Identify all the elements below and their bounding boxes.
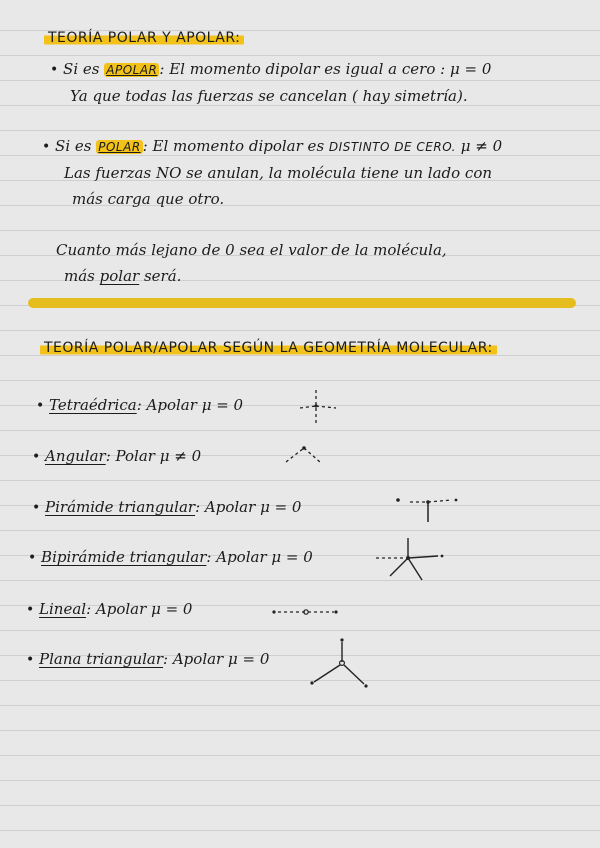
geometry-mu: μ = 0	[228, 650, 270, 668]
geometry-item-linear	[26, 600, 192, 618]
trigonal-pyramidal-icon	[392, 494, 462, 524]
apolar-mu: μ = 0	[449, 60, 492, 78]
geometry-item-tetrahedral	[36, 396, 243, 414]
bullet-dot: •	[26, 602, 35, 618]
bullet-dot: •	[42, 139, 51, 155]
bullet-dot: •	[50, 62, 59, 78]
geometry-item-trigonal-planar	[26, 650, 269, 668]
polar-keyword: POLAR	[98, 140, 141, 154]
polar-line2: Las fuerzas NO se anulan, la molécula tiene un lado con	[64, 164, 493, 182]
angular-icon	[282, 442, 326, 468]
geometry-type: : Apolar	[163, 650, 224, 668]
section1-title	[44, 30, 244, 46]
note-suffix: será.	[143, 267, 182, 285]
geometry-name: Tetraédrica	[49, 396, 137, 414]
polar-line1	[42, 137, 502, 155]
apolar-keyword: APOLAR	[106, 63, 158, 77]
geometry-type: : Apolar	[86, 600, 147, 618]
geometry-item-trigonal-bipyramidal	[28, 548, 313, 566]
section2-title	[40, 340, 497, 356]
geometry-type: : Apolar	[136, 396, 197, 414]
geometry-name: Lineal	[39, 600, 87, 618]
trigonal-bipyramidal-icon	[370, 536, 446, 586]
bullet-dot: •	[28, 550, 37, 566]
note-polar-word: polar	[99, 267, 140, 285]
bullet-dot: •	[32, 449, 41, 465]
bullet-dot: •	[26, 652, 35, 668]
polar-desc-caps: DISTINTO DE CERO.	[328, 140, 456, 154]
apolar-line2: Ya que todas las fuerzas se cancelan ( hay simetría).	[70, 87, 468, 105]
geometry-type: : Polar	[105, 447, 155, 465]
geometry-mu: μ = 0	[151, 600, 193, 618]
section1-title-text: TEORÍA POLAR Y APOLAR:	[44, 30, 244, 46]
geometry-mu: μ = 0	[201, 396, 244, 414]
note-prefix: más	[64, 267, 95, 285]
bullet-dot: •	[32, 500, 41, 516]
apolar-line1	[50, 60, 491, 78]
geometry-name: Pirámide triangular	[45, 498, 196, 516]
geometry-name: Angular	[45, 447, 106, 465]
linear-icon	[270, 604, 342, 620]
polar-desc: : El momento dipolar es	[142, 137, 325, 155]
trigonal-planar-icon	[306, 636, 372, 692]
apolar-desc: : El momento dipolar es igual a cero :	[159, 60, 446, 78]
apolar-prefix: Si es	[63, 60, 100, 78]
geometry-item-angular	[32, 447, 201, 465]
geometry-item-trigonal-pyramidal	[32, 498, 301, 516]
polar-mu: μ ≠ 0	[460, 137, 503, 155]
bullet-dot: •	[36, 398, 45, 414]
section-divider	[28, 298, 576, 308]
geometry-name: Bipirámide triangular	[41, 548, 207, 566]
note-line2	[64, 267, 181, 285]
note-line1: Cuanto más lejano de 0 sea el valor de la molécula,	[56, 241, 447, 259]
geometry-mu: μ = 0	[271, 548, 313, 566]
geometry-name: Plana triangular	[39, 650, 164, 668]
section2-title-text: TEORÍA POLAR/APOLAR SEGÚN LA GEOMETRÍA MOLECULAR:	[40, 340, 497, 356]
polar-line3: más carga que otro.	[72, 190, 225, 208]
geometry-mu: μ ≠ 0	[159, 447, 202, 465]
geometry-type: : Apolar	[195, 498, 256, 516]
tetrahedral-icon	[296, 388, 344, 428]
polar-prefix: Si es	[55, 137, 92, 155]
geometry-type: : Apolar	[206, 548, 267, 566]
geometry-mu: μ = 0	[260, 498, 302, 516]
